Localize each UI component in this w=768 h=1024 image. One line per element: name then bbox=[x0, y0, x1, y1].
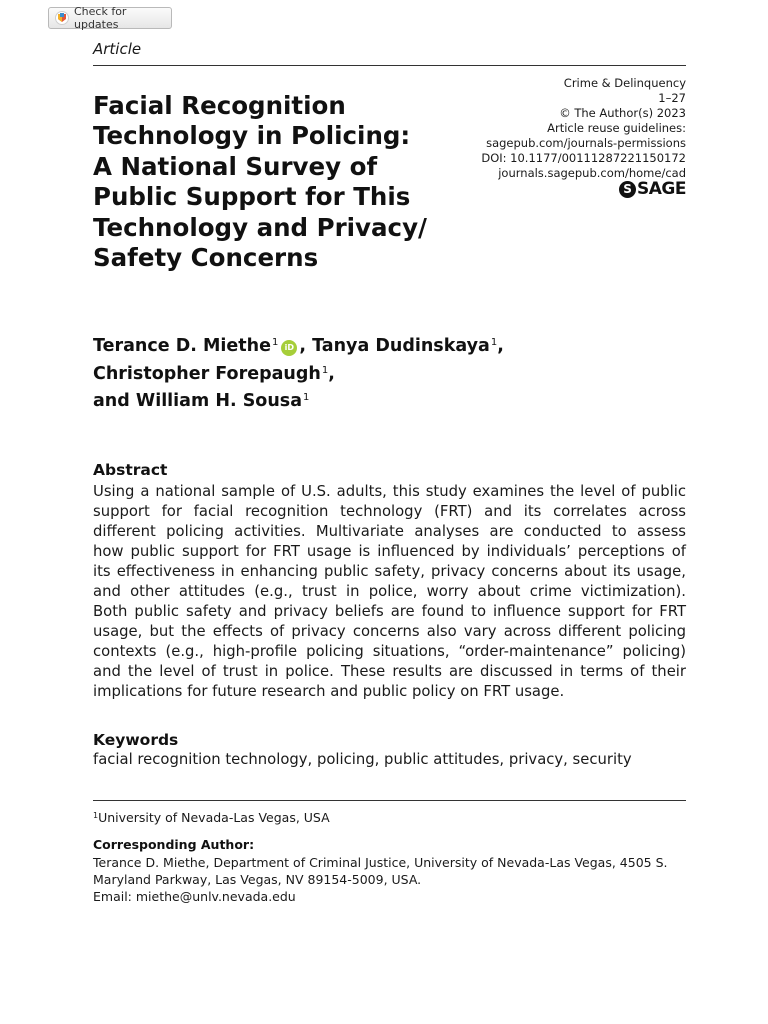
sage-mark-icon: S bbox=[619, 181, 636, 198]
title-line: Technology in Policing: bbox=[93, 121, 411, 151]
abstract-line: different policing activities. Multivariate analyses are conducted to assess bbox=[93, 523, 686, 540]
keywords-list: facial recognition technology, policing, public attitudes, privacy, security bbox=[93, 751, 632, 768]
abstract-line: Using a national sample of U.S. adults, this study examines the level of public bbox=[93, 483, 686, 500]
abstract-line: how public support for FRT usage is influenced by individuals’ perceptions of bbox=[93, 543, 686, 560]
author-name: and William H. Sousa bbox=[93, 391, 303, 411]
corresponding-email[interactable]: Email: miethe@unlv.nevada.edu bbox=[93, 889, 296, 904]
title-line: A National Survey of bbox=[93, 151, 378, 181]
abstract-line: contexts (e.g., high-profile policing situations, “order-maintenance” policing) bbox=[93, 643, 686, 660]
author-line bbox=[93, 359, 693, 387]
orcid-icon[interactable]: iD bbox=[281, 340, 297, 356]
affiliation-text: University of Nevada-Las Vegas, USA bbox=[98, 810, 330, 825]
title-line: Facial Recognition bbox=[93, 91, 346, 120]
author-name: , Tanya Dudinskaya bbox=[299, 336, 490, 356]
author-line bbox=[93, 331, 693, 359]
corresponding-address-line: Terance D. Miethe, Department of Criminal Justice, University of Nevada-Las Vegas, 4505 S. bbox=[93, 855, 668, 870]
affiliation-marker: 1 bbox=[93, 811, 99, 820]
author-line bbox=[93, 386, 693, 414]
author-name: Terance D. Miethe bbox=[93, 336, 271, 356]
author-list bbox=[93, 331, 693, 414]
reuse-label: Article reuse guidelines: bbox=[547, 121, 686, 135]
affiliation-marker: 1 bbox=[490, 337, 498, 348]
abstract-line: Both public safety and privacy beliefs are found to influence support for FRT bbox=[93, 603, 686, 620]
journal-home-link[interactable]: journals.sagepub.com/home/cad bbox=[498, 166, 686, 180]
author-separator: , bbox=[497, 336, 504, 356]
article-title bbox=[93, 91, 483, 273]
author-name: Christopher Forepaugh bbox=[93, 363, 321, 384]
affiliation-marker: 1 bbox=[271, 337, 279, 348]
sage-logo-text: SAGE bbox=[637, 179, 686, 199]
abstract-body bbox=[93, 482, 686, 702]
corresponding-address-line: Maryland Parkway, Las Vegas, NV 89154-5009, USA. bbox=[93, 872, 422, 887]
journal-meta bbox=[481, 76, 686, 181]
author-separator: , bbox=[328, 363, 335, 384]
abstract-line: usage, but the effects of privacy concerns also vary across different policing bbox=[93, 623, 686, 640]
sage-logo bbox=[619, 179, 686, 199]
abstract-line: implications for future research and public policy on FRT usage. bbox=[93, 683, 565, 700]
page-range: 1–27 bbox=[658, 91, 686, 105]
corresponding-author-heading: Corresponding Author: bbox=[93, 837, 255, 852]
check-for-updates-label: Check for updates bbox=[74, 5, 127, 31]
check-for-updates-button[interactable] bbox=[48, 7, 172, 29]
doi-link[interactable]: DOI: 10.1177/00111287221150172 bbox=[481, 151, 686, 165]
article-type-label: Article bbox=[93, 40, 142, 58]
header-divider bbox=[93, 65, 686, 66]
abstract-line: and the level of trust in police. These results are discussed in terms of their bbox=[93, 663, 686, 680]
keywords-heading: Keywords bbox=[93, 731, 179, 749]
title-line: Safety Concerns bbox=[93, 243, 319, 273]
abstract-heading: Abstract bbox=[93, 461, 168, 479]
copyright-line: © The Author(s) 2023 bbox=[559, 106, 686, 120]
crossmark-icon bbox=[55, 11, 69, 25]
abstract-line: its effectiveness in enhancing public safety, privacy concerns about its usage, bbox=[93, 563, 686, 580]
reuse-link[interactable]: sagepub.com/journals-permissions bbox=[486, 136, 686, 150]
abstract-line: and other attitudes (e.g., trust in police, worry about crime victimization). bbox=[93, 583, 686, 600]
corresponding-author-details bbox=[93, 854, 693, 905]
title-line: Public Support for This bbox=[93, 182, 411, 212]
footnote-divider bbox=[93, 800, 686, 801]
affiliation-footnote bbox=[93, 810, 330, 825]
affiliation-marker: 1 bbox=[303, 392, 310, 403]
abstract-line: support for facial recognition technology (FRT) and its correlates across bbox=[93, 503, 686, 520]
journal-name: Crime & Delinquency bbox=[563, 76, 686, 90]
title-line: Technology and Privacy/ bbox=[93, 212, 428, 242]
affiliation-marker: 1 bbox=[321, 364, 329, 376]
